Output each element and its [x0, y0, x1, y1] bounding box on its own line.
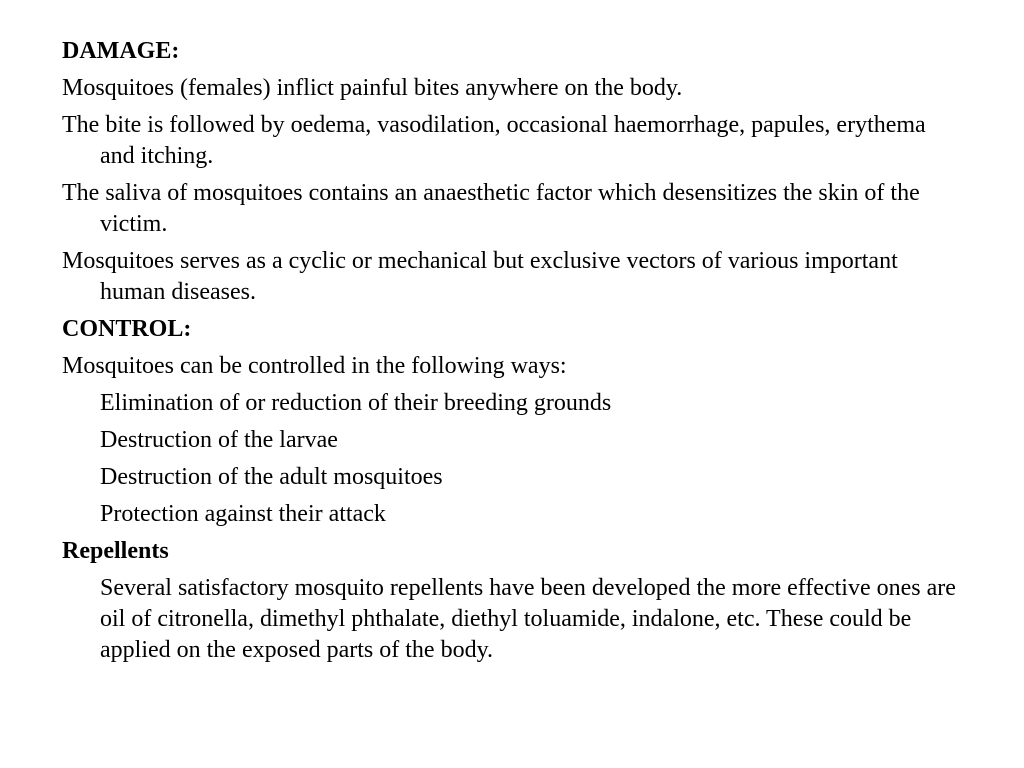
repellents-text: Several satisfactory mosquito repellents have been developed the more effective ones are oil of citronella, dimethyl phthalate, diethyl toluamide, indalone, etc. These could be applied on the exposed parts of the body. — [100, 575, 956, 663]
damage-point: The saliva of mosquitoes contains an anaesthetic factor which desensitizes the skin of the victim. — [62, 180, 920, 237]
control-way: Protection against their attack — [100, 501, 386, 527]
control-way: Destruction of the larvae — [100, 427, 338, 453]
control-intro: Mosquitoes can be controlled in the following ways: — [62, 353, 567, 379]
damage-point: The bite is followed by oedema, vasodilation, occasional haemorrhage, papules, erythema and itching. — [62, 112, 926, 169]
control-way: Elimination of or reduction of their breeding grounds — [100, 390, 612, 416]
repellents-heading: Repellents — [62, 538, 169, 564]
slide-content — [62, 36, 962, 672]
damage-heading: DAMAGE: — [62, 38, 180, 64]
control-heading: CONTROL: — [62, 316, 192, 342]
control-way: Destruction of the adult mosquitoes — [100, 464, 443, 490]
damage-point: Mosquitoes serves as a cyclic or mechanical but exclusive vectors of various important human diseases. — [62, 248, 898, 305]
damage-point: Mosquitoes (females) inflict painful bites anywhere on the body. — [62, 75, 683, 101]
